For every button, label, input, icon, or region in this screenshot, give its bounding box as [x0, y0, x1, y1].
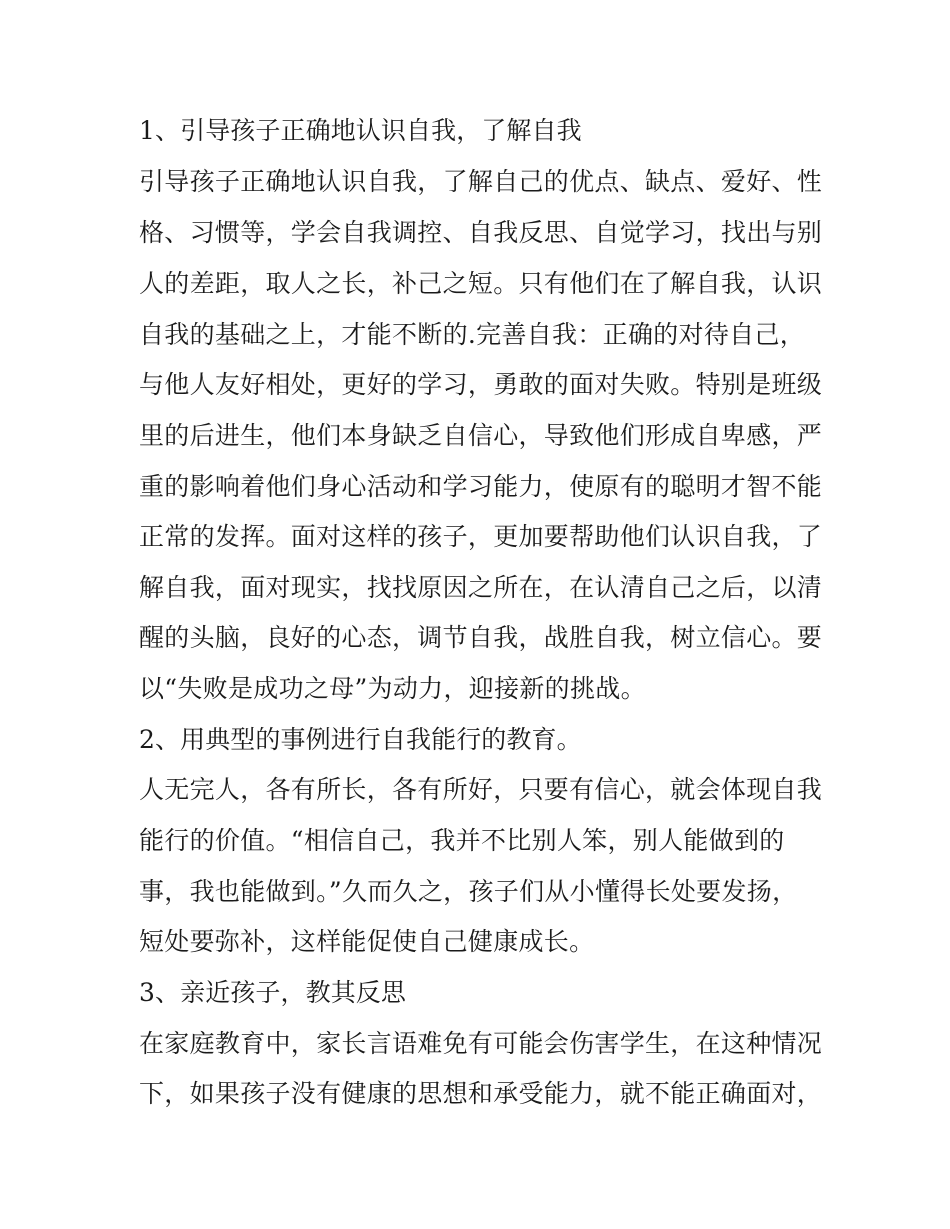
body-line: 人无完人，各有所长，各有所好，只要有信心，就会体现自我	[139, 775, 823, 804]
body-line: 里的后进生，他们本身缺乏自信心，导致他们形成自卑感，严	[139, 421, 823, 450]
body-line: 引导孩子正确地认识自我，了解自己的优点、缺点、爱好、性	[139, 167, 823, 196]
section-heading-2: 2、用典型的事例进行自我能行的教育。	[139, 725, 582, 754]
body-line: 以“失败是成功之母”为动力，迎接新的挑战。	[139, 674, 646, 703]
body-line: 事，我也能做到。”久而久之，孩子们从小懂得长处要发扬，	[139, 877, 798, 906]
body-line: 下，如果孩子没有健康的思想和承受能力，就不能正确面对，	[139, 1079, 823, 1108]
body-line: 能行的价值。“相信自己，我并不比别人笨，别人能做到的	[139, 826, 785, 855]
body-line: 自我的基础之上，才能不断的.完善自我：正确的对待自己，	[139, 320, 806, 349]
body-line: 在家庭教育中，家长言语难免有可能会伤害学生，在这种情况	[139, 1029, 823, 1058]
section-heading-3: 3、亲近孩子，教其反思	[139, 978, 407, 1007]
body-line: 人的差距，取人之长，补己之短。只有他们在了解自我，认识	[139, 269, 823, 298]
body-line: 格、习惯等，学会自我调控、自我反思、自觉学习，找出与别	[139, 218, 823, 247]
body-line: 短处要弥补，这样能促使自己健康成长。	[139, 927, 595, 956]
body-line: 正常的发挥。面对这样的孩子，更加要帮助他们认识自我，了	[139, 522, 823, 551]
body-line: 醒的头脑，良好的心态，调节自我，战胜自我，树立信心。要	[139, 623, 823, 652]
body-line: 解自我，面对现实，找找原因之所在，在认清自己之后，以清	[139, 573, 823, 602]
section-heading-1: 1、引导孩子正确地认识自我，了解自我	[139, 116, 582, 145]
body-line: 重的影响着他们身心活动和学习能力，使原有的聪明才智不能	[139, 472, 823, 501]
body-line: 与他人友好相处，更好的学习，勇敢的面对失败。特别是班级	[139, 370, 823, 399]
